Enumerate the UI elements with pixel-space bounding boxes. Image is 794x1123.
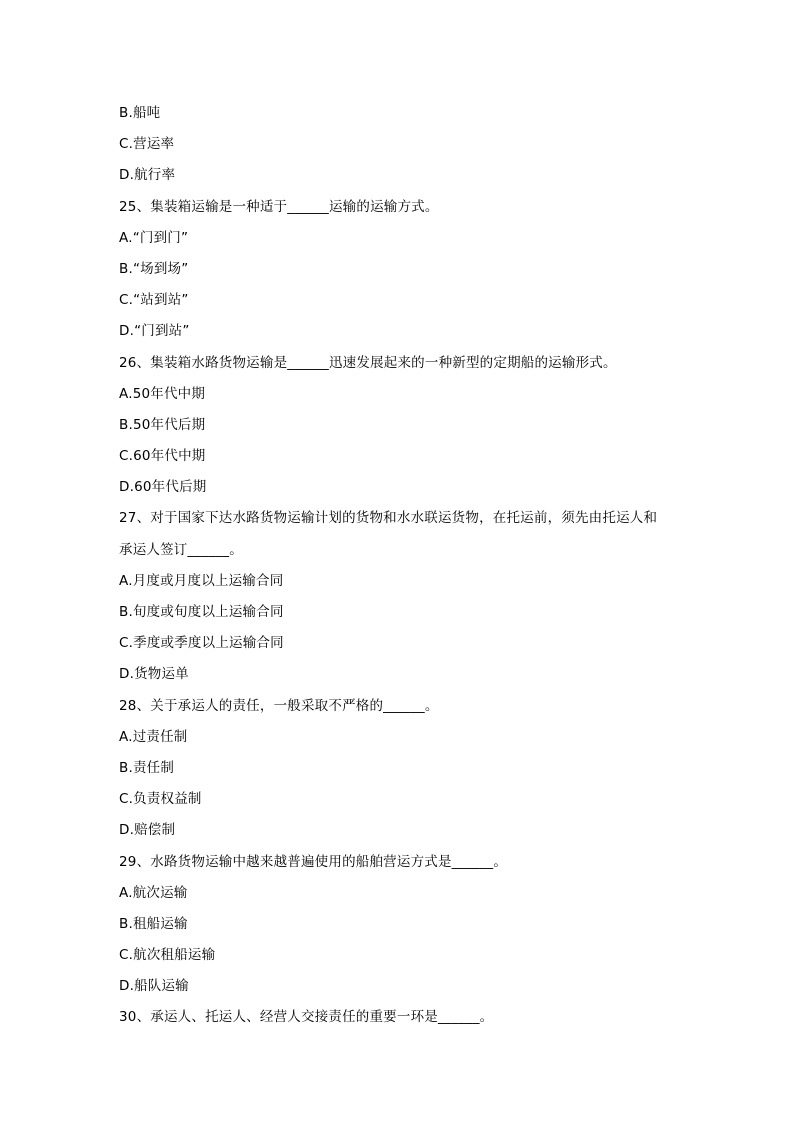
option-line: C.季度或季度以上运输合同 (119, 635, 284, 652)
option-line: C.60年代中期 (119, 448, 206, 465)
text-line: C.营运率 (119, 136, 175, 153)
option-line: A.50年代中期 (119, 385, 206, 402)
text-line: D.航行率 (119, 167, 176, 184)
option-line: C.航次租船运输 (119, 947, 216, 964)
option-line: D.赔偿制 (119, 822, 176, 839)
option-line: D.船队运输 (119, 978, 189, 995)
question-27-continued: 承运人签订______。 (119, 541, 243, 558)
option-line: B.租船运输 (119, 915, 188, 932)
text-line: B.船吨 (119, 105, 161, 121)
option-line: C.“站到站” (119, 292, 189, 309)
question-29: 29、水路货物运输中越来越普遍使用的船舶营运方式是______。 (119, 853, 508, 870)
option-line: A.过责任制 (119, 728, 188, 745)
option-line: A.“门到门” (119, 229, 189, 246)
question-25: 25、集装箱运输是一种适于______运输的运输方式。 (119, 198, 439, 215)
option-line: D.“门到站” (119, 323, 190, 340)
option-line: B.旬度或旬度以上运输合同 (119, 604, 284, 620)
question-28: 28、关于承运人的责任，一般采取不严格的______。 (119, 697, 439, 714)
question-26: 26、集装箱水路货物运输是______迅速发展起来的一种新型的定期船的运输形式。 (119, 354, 617, 371)
question-30: 30、承运人、托运人、经营人交接责任的重要一环是______。 (119, 1009, 494, 1026)
option-line: A.月度或月度以上运输合同 (119, 572, 284, 589)
option-line: A.航次运输 (119, 884, 188, 901)
option-line: B.“场到场” (119, 260, 189, 277)
question-27: 27、对于国家下达水路货物运输计划的货物和水水联运货物，在托运前，须先由托运人和 (119, 510, 658, 527)
option-line: B.责任制 (119, 759, 175, 776)
option-line: D.货物运单 (119, 666, 189, 683)
option-line: D.60年代后期 (119, 479, 207, 496)
question-list (119, 103, 679, 1039)
option-line: C.负责权益制 (119, 791, 202, 808)
option-line: B.50年代后期 (119, 416, 206, 433)
